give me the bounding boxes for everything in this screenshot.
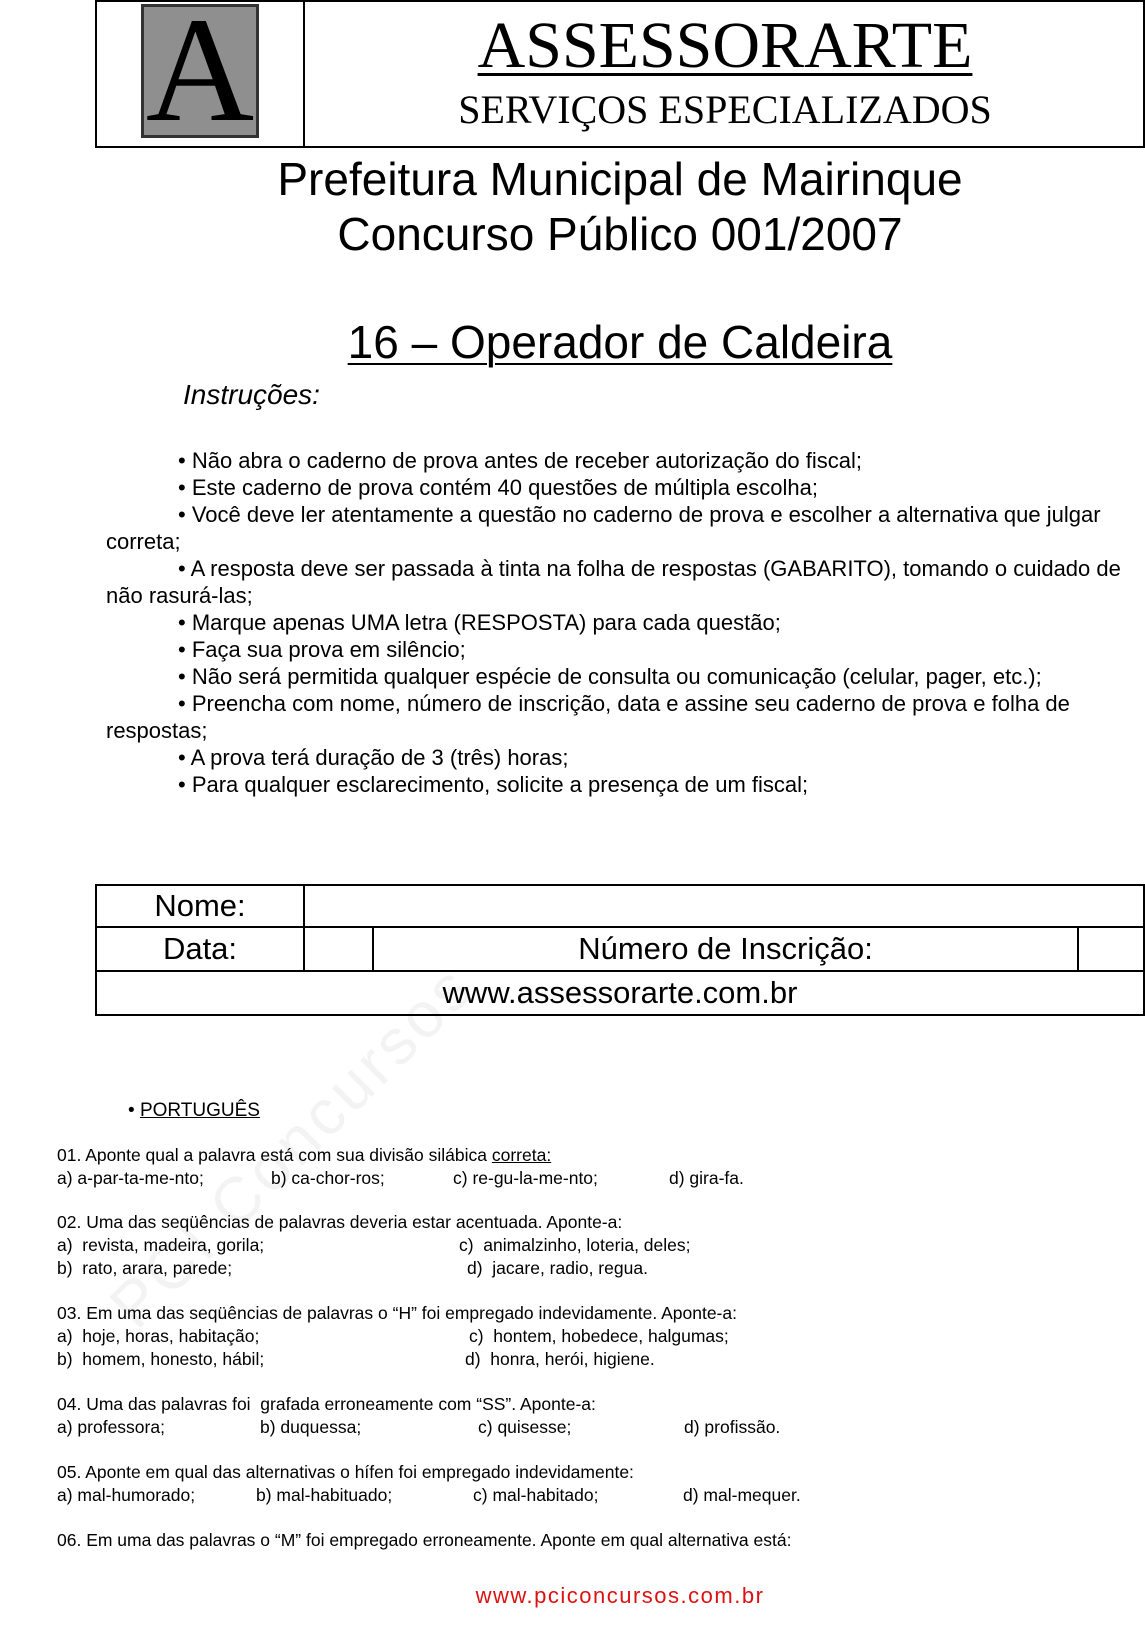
exam-title-text: 16 – Operador de Caldeira	[347, 316, 893, 368]
question-stem: 04. Uma das palavras foi grafada erroneamente com “SS”. Aponte-a:	[57, 1394, 596, 1414]
name-field[interactable]	[305, 886, 1143, 926]
footer-url[interactable]: www.pciconcursos.com.br	[475, 1583, 765, 1608]
question-stem: 06. Em uma das palavras o “M” foi empregado erroneamente. Aponte em qual alternativa está:	[57, 1530, 792, 1550]
instruction-item: • Marque apenas UMA letra (RESPOSTA) para cada questão;	[178, 610, 781, 635]
instructions-heading: Instruções:	[183, 379, 320, 410]
question-stem: 02. Uma das seqüências de palavras deveria estar acentuada. Aponte-a:	[57, 1212, 623, 1232]
answer-option: d) mal-mequer.	[683, 1485, 801, 1505]
title-prefeitura: Prefeitura Municipal de Mairinque	[277, 153, 963, 205]
answer-option: b) ca-chor-ros;	[271, 1168, 385, 1188]
answer-option: c) re-gu-la-me-nto;	[453, 1168, 598, 1188]
instruction-item: • Este caderno de prova contém 40 questões de múltipla escolha;	[178, 475, 818, 500]
date-label: Data:	[162, 931, 238, 966]
registration-label: Número de Inscrição:	[578, 931, 873, 966]
title-concurso: Concurso Público 001/2007	[337, 208, 903, 260]
section-bullet: •	[128, 1100, 135, 1121]
registration-field[interactable]	[1079, 928, 1143, 970]
question-stem: 05. Aponte em qual das alternativas o hífen foi empregado indevidamente:	[57, 1462, 634, 1482]
answer-option: a) professora;	[57, 1417, 165, 1437]
question-stem-emphasis: correta:	[491, 1145, 552, 1165]
brand-name-text: ASSESSORARTE	[477, 9, 973, 82]
instruction-item: • Não será permitida qualquer espécie de consulta ou comunicação (celular, pager, etc.);	[178, 664, 1042, 689]
answer-option: a) mal-humorado;	[57, 1485, 196, 1505]
answer-option: a) revista, madeira, gorila;	[57, 1235, 265, 1255]
question-stem	[57, 1144, 551, 1167]
logo-letter: A	[145, 0, 255, 153]
answer-option: d) honra, herói, higiene.	[465, 1349, 655, 1369]
answer-option: b) mal-habituado;	[256, 1485, 393, 1505]
date-field[interactable]	[305, 928, 372, 970]
instructions-list	[106, 447, 1126, 798]
answer-option: c) quisesse;	[478, 1417, 572, 1437]
form-row-divider	[95, 970, 1145, 972]
answer-option: c) hontem, hobedece, halgumas;	[469, 1326, 729, 1346]
question-stem: 03. Em uma das seqüências de palavras o “H” foi empregado indevidamente. Aponte-a:	[57, 1303, 737, 1323]
answer-option: d) gira-fa.	[669, 1168, 744, 1188]
answer-option: b) rato, arara, parede;	[57, 1258, 233, 1278]
section-label: PORTUGUÊS	[139, 1100, 260, 1121]
answer-option: a) hoje, horas, habitação;	[57, 1326, 260, 1346]
form-row-divider	[95, 926, 1145, 928]
instruction-item: • Faça sua prova em silêncio;	[178, 637, 466, 662]
section-heading	[128, 1099, 260, 1123]
question-stem-text: 01. Aponte qual a palavra está com sua divisão silábica	[57, 1145, 492, 1165]
answer-option: d) profissão.	[684, 1417, 781, 1437]
instruction-item: • A resposta deve ser passada à tinta na folha de respostas (GABARITO), tomando o cuidado de não rasurá-las;	[106, 556, 1121, 608]
name-label: Nome:	[154, 888, 246, 923]
instruction-item: • Preencha com nome, número de inscrição, data e assine seu caderno de prova e folha de respostas;	[106, 691, 1070, 743]
answer-option: c) mal-habitado;	[473, 1485, 599, 1505]
instruction-item: • A prova terá duração de 3 (três) horas;	[178, 745, 569, 770]
answer-option: b) duquessa;	[260, 1417, 362, 1437]
instruction-item: • Não abra o caderno de prova antes de receber autorização do fiscal;	[178, 448, 863, 473]
instruction-item: • Para qualquer esclarecimento, solicite a presença de um fiscal;	[178, 772, 809, 797]
answer-option: c) animalzinho, loteria, deles;	[459, 1235, 691, 1255]
exam-title	[95, 315, 1145, 369]
brand-name	[305, 8, 1145, 84]
answer-option: d) jacare, radio, regua.	[467, 1258, 648, 1278]
assessorarte-website: www.assessorarte.com.br	[442, 975, 798, 1010]
brand-subtitle: SERVIÇOS ESPECIALIZADOS	[458, 87, 992, 132]
answer-option: b) homem, honesto, hábil;	[57, 1349, 265, 1369]
answer-option: a) a-par-ta-me-nto;	[57, 1168, 204, 1188]
instruction-item: • Você deve ler atentamente a questão no caderno de prova e escolher a alternativa que julgar correta;	[106, 502, 1101, 554]
